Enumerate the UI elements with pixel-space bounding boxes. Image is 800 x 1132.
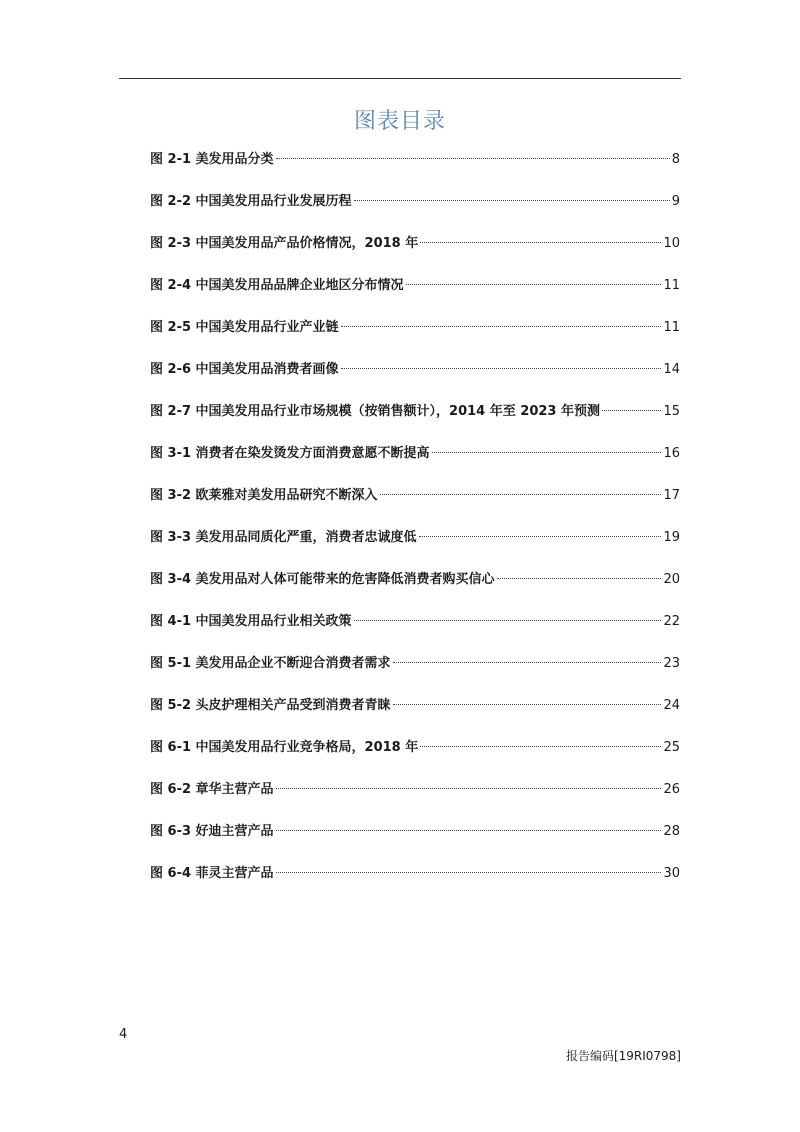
toc-leader-dots [393, 662, 662, 663]
report-code: 报告编码[19RI0798] [565, 1049, 681, 1063]
toc-entry-label: 图 3-4 美发用品对人体可能带来的危害降低消费者购买信心 [150, 572, 495, 587]
toc-entry-page: 8 [671, 152, 680, 167]
toc-entry-page: 16 [663, 446, 680, 461]
toc-entry-page: 23 [663, 656, 680, 671]
toc-entry-label: 图 2-7 中国美发用品行业市场规模（按销售额计），2014 年至 2023 年预测 [150, 404, 600, 419]
toc-entry[interactable] [150, 360, 680, 402]
toc-leader-dots [276, 830, 662, 831]
toc-entry-page: 20 [663, 572, 680, 587]
toc-entry[interactable] [150, 570, 680, 612]
toc-entry[interactable] [150, 444, 680, 486]
toc-leader-dots [420, 746, 661, 747]
toc-entry[interactable] [150, 150, 680, 192]
toc-entry-label: 图 5-1 美发用品企业不断迎合消费者需求 [150, 656, 391, 671]
toc-entry[interactable] [150, 234, 680, 276]
toc-leader-dots [276, 158, 670, 159]
toc-list [150, 150, 680, 906]
toc-leader-dots [420, 242, 661, 243]
toc-entry[interactable] [150, 192, 680, 234]
toc-entry[interactable] [150, 738, 680, 780]
toc-entry-page: 9 [671, 194, 680, 209]
toc-entry-page: 11 [663, 278, 680, 293]
toc-entry[interactable] [150, 864, 680, 906]
toc-entry-label: 图 2-2 中国美发用品行业发展历程 [150, 194, 352, 209]
toc-entry[interactable] [150, 528, 680, 570]
toc-leader-dots [497, 578, 662, 579]
toc-entry[interactable] [150, 276, 680, 318]
toc-entry-label: 图 3-3 美发用品同质化严重，消费者忠诚度低 [150, 530, 417, 545]
toc-entry-label: 图 2-4 中国美发用品品牌企业地区分布情况 [150, 278, 404, 293]
toc-leader-dots [419, 536, 662, 537]
toc-leader-dots [602, 410, 661, 411]
toc-entry[interactable] [150, 612, 680, 654]
toc-leader-dots [354, 200, 670, 201]
toc-entry-label: 图 5-2 头皮护理相关产品受到消费者青睐 [150, 698, 391, 713]
page-number: 4 [119, 1027, 128, 1042]
toc-entry-label: 图 6-1 中国美发用品行业竞争格局，2018 年 [150, 740, 419, 755]
toc-entry-page: 11 [663, 320, 680, 335]
toc-entry-page: 25 [663, 740, 680, 755]
toc-entry-label: 图 6-2 章华主营产品 [150, 782, 274, 797]
header-rule [119, 78, 681, 79]
toc-leader-dots [406, 284, 662, 285]
toc-leader-dots [276, 872, 662, 873]
toc-entry-page: 28 [663, 824, 680, 839]
toc-entry-page: 10 [663, 236, 680, 251]
toc-entry-page: 24 [663, 698, 680, 713]
toc-leader-dots [380, 494, 662, 495]
toc-entry-label: 图 2-3 中国美发用品产品价格情况，2018 年 [150, 236, 419, 251]
toc-entry-page: 22 [663, 614, 680, 629]
toc-entry[interactable] [150, 822, 680, 864]
toc-leader-dots [341, 368, 662, 369]
toc-entry-page: 30 [663, 866, 680, 881]
toc-leader-dots [393, 704, 662, 705]
toc-entry-label: 图 2-6 中国美发用品消费者画像 [150, 362, 339, 377]
toc-entry-label: 图 6-3 好迪主营产品 [150, 824, 274, 839]
toc-entry-label: 图 2-1 美发用品分类 [150, 152, 274, 167]
toc-entry-label: 图 3-1 消费者在染发烫发方面消费意愿不断提高 [150, 446, 430, 461]
toc-entry-page: 26 [663, 782, 680, 797]
toc-entry[interactable] [150, 318, 680, 360]
toc-leader-dots [432, 452, 662, 453]
toc-entry-page: 15 [663, 404, 680, 419]
toc-entry[interactable] [150, 696, 680, 738]
toc-entry-label: 图 6-4 菲灵主营产品 [150, 866, 274, 881]
toc-entry[interactable] [150, 654, 680, 696]
toc-entry-label: 图 2-5 中国美发用品行业产业链 [150, 320, 339, 335]
toc-leader-dots [341, 326, 662, 327]
toc-entry-label: 图 4-1 中国美发用品行业相关政策 [150, 614, 352, 629]
page-title: 图表目录 [353, 109, 446, 134]
toc-entry-page: 17 [663, 488, 680, 503]
toc-leader-dots [354, 620, 662, 621]
toc-entry[interactable] [150, 402, 680, 444]
toc-entry[interactable] [150, 780, 680, 822]
toc-entry-page: 19 [663, 530, 680, 545]
toc-entry[interactable] [150, 486, 680, 528]
toc-entry-page: 14 [663, 362, 680, 377]
toc-leader-dots [276, 788, 662, 789]
toc-entry-label: 图 3-2 欧莱雅对美发用品研究不断深入 [150, 488, 378, 503]
